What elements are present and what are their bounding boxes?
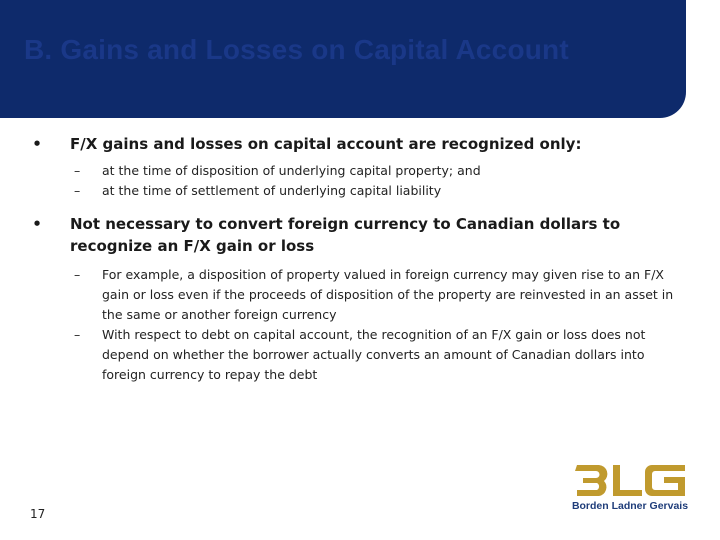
page-number: 17 — [30, 507, 46, 521]
dash-icon: – — [74, 327, 81, 342]
sub-bullet-item — [30, 181, 690, 201]
dash-icon: – — [74, 267, 81, 282]
sub-bullet-text: For example, a disposition of property valued in foreign currency may given rise to an F/X gain or loss even if the proceeds of disposition of the property are reinvested in an asset in the same or another foreign currency — [102, 267, 674, 322]
bullet-item — [30, 133, 690, 155]
slide-title: B. Gains and Losses on Capital Account — [24, 34, 569, 65]
logo-tagline: Borden Ladner Gervais — [571, 500, 689, 512]
sub-bullet-text: at the time of disposition of underlying capital property; and — [102, 163, 481, 178]
blg-wordmark-icon — [575, 465, 685, 496]
bullet-item — [30, 213, 690, 257]
sub-bullet-item — [30, 161, 690, 181]
bullet-text: Not necessary to convert foreign currency to Canadian dollars to recognize an F/X gain or loss — [70, 215, 621, 255]
sub-bullet-item — [30, 325, 690, 385]
sub-bullet-text: With respect to debt on capital account, the recognition of an F/X gain or loss does not depend on whether the borrower actually converts an amount of Canadian dollars into foreign currency to repay the debt — [102, 327, 646, 382]
bullet-dot-icon: • — [32, 135, 42, 153]
dash-icon: – — [74, 183, 81, 198]
dash-icon: – — [74, 163, 81, 178]
sub-bullet-item — [30, 265, 690, 325]
sub-bullet-text: at the time of settlement of underlying capital liability — [102, 183, 442, 198]
bullet-text: F/X gains and losses on capital account are recognized only: — [70, 135, 582, 153]
bullet-list — [30, 133, 690, 385]
bullet-dot-icon: • — [32, 215, 42, 233]
